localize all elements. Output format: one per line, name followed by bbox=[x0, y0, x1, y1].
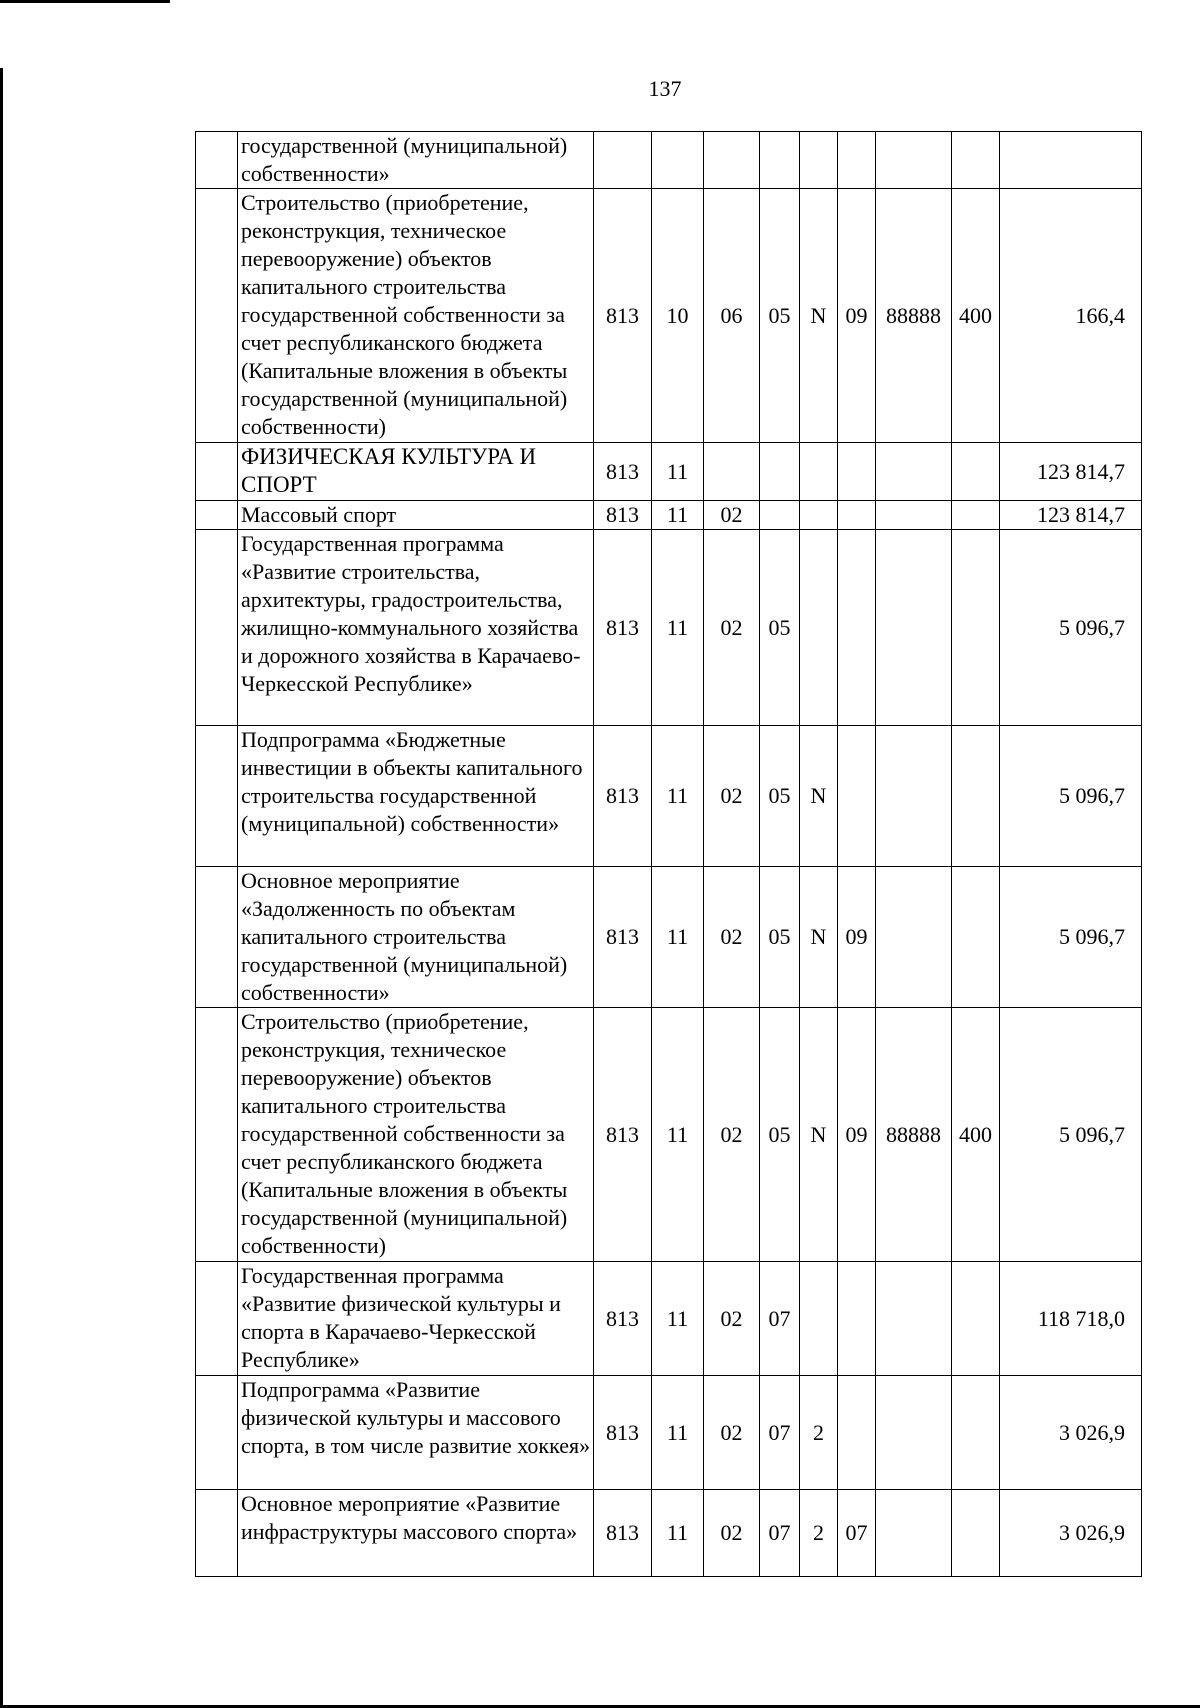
amount: 5 096,7 bbox=[1000, 530, 1142, 726]
pr-code: 02 bbox=[704, 530, 760, 726]
vr-code bbox=[952, 1376, 1000, 1490]
table-row bbox=[196, 726, 1142, 867]
csr-part-4 bbox=[876, 867, 952, 1008]
row-number-cell bbox=[196, 530, 238, 726]
vr-code bbox=[952, 1490, 1000, 1577]
amount: 123 814,7 bbox=[1000, 501, 1142, 530]
csr-part-1 bbox=[760, 501, 800, 530]
csr-part-3: 09 bbox=[838, 1008, 876, 1262]
csr-part-1: 07 bbox=[760, 1262, 800, 1376]
table-row bbox=[196, 443, 1142, 501]
table-row bbox=[196, 867, 1142, 1008]
csr-part-3: 07 bbox=[838, 1490, 876, 1577]
vr-code bbox=[952, 530, 1000, 726]
rz-code bbox=[652, 132, 704, 189]
item-name: Массовый спорт bbox=[238, 501, 594, 530]
amount: 5 096,7 bbox=[1000, 867, 1142, 1008]
row-number-cell bbox=[196, 132, 238, 189]
amount: 3 026,9 bbox=[1000, 1376, 1142, 1490]
row-number-cell bbox=[196, 1008, 238, 1262]
csr-part-4 bbox=[876, 132, 952, 189]
gr-code: 813 bbox=[594, 189, 652, 443]
amount: 5 096,7 bbox=[1000, 1008, 1142, 1262]
vr-code bbox=[952, 726, 1000, 867]
csr-part-3 bbox=[838, 132, 876, 189]
csr-part-4 bbox=[876, 443, 952, 501]
csr-part-4 bbox=[876, 726, 952, 867]
csr-part-4 bbox=[876, 1490, 952, 1577]
item-name: Государственная программа «Развитие физической культуры и спорта в Карачаево-Черкесской Республике» bbox=[238, 1262, 594, 1376]
amount bbox=[1000, 132, 1142, 189]
row-number-cell bbox=[196, 726, 238, 867]
row-number-cell bbox=[196, 189, 238, 443]
csr-part-2 bbox=[800, 443, 838, 501]
vr-code: 400 bbox=[952, 189, 1000, 443]
rz-code: 11 bbox=[652, 1376, 704, 1490]
vr-code bbox=[952, 443, 1000, 501]
gr-code: 813 bbox=[594, 1262, 652, 1376]
csr-part-1: 05 bbox=[760, 530, 800, 726]
csr-part-3 bbox=[838, 530, 876, 726]
pr-code: 02 bbox=[704, 867, 760, 1008]
csr-part-2: 2 bbox=[800, 1490, 838, 1577]
csr-part-2: N bbox=[800, 1008, 838, 1262]
table-row bbox=[196, 1262, 1142, 1376]
gr-code: 813 bbox=[594, 530, 652, 726]
csr-part-1: 05 bbox=[760, 1008, 800, 1262]
rz-code: 11 bbox=[652, 501, 704, 530]
pr-code: 02 bbox=[704, 1490, 760, 1577]
csr-part-4 bbox=[876, 530, 952, 726]
vr-code: 400 bbox=[952, 1008, 1000, 1262]
rz-code: 11 bbox=[652, 726, 704, 867]
csr-part-4: 88888 bbox=[876, 189, 952, 443]
pr-code: 02 bbox=[704, 1376, 760, 1490]
table-row bbox=[196, 132, 1142, 189]
gr-code: 813 bbox=[594, 443, 652, 501]
rz-code: 11 bbox=[652, 443, 704, 501]
csr-part-1: 05 bbox=[760, 189, 800, 443]
rz-code: 11 bbox=[652, 867, 704, 1008]
table-row bbox=[196, 1008, 1142, 1262]
csr-part-4 bbox=[876, 1262, 952, 1376]
item-name: Строительство (приобретение, реконструкция, техническое перевооружение) объектов капитального строительства государственной собственности за счет республиканского бюджета (Капитальные вложения в объекты государственной (муниципальной) собственности) bbox=[238, 189, 594, 443]
rz-code: 10 bbox=[652, 189, 704, 443]
scan-edge-left bbox=[0, 68, 3, 1708]
item-name: Основное мероприятие «Задолженность по объектам капитального строительства государственной (муниципальной) собственности» bbox=[238, 867, 594, 1008]
vr-code bbox=[952, 1262, 1000, 1376]
vr-code bbox=[952, 501, 1000, 530]
csr-part-1: 05 bbox=[760, 867, 800, 1008]
row-number-cell bbox=[196, 1490, 238, 1577]
gr-code: 813 bbox=[594, 1008, 652, 1262]
csr-part-2: 2 bbox=[800, 1376, 838, 1490]
csr-part-1 bbox=[760, 132, 800, 189]
scan-edge-top bbox=[0, 0, 170, 3]
amount: 123 814,7 bbox=[1000, 443, 1142, 501]
csr-part-1: 05 bbox=[760, 726, 800, 867]
csr-part-2 bbox=[800, 132, 838, 189]
csr-part-1 bbox=[760, 443, 800, 501]
pr-code: 02 bbox=[704, 726, 760, 867]
table-row bbox=[196, 501, 1142, 530]
gr-code: 813 bbox=[594, 501, 652, 530]
csr-part-3 bbox=[838, 1262, 876, 1376]
table-row bbox=[196, 1490, 1142, 1577]
row-number-cell bbox=[196, 443, 238, 501]
pr-code: 02 bbox=[704, 501, 760, 530]
csr-part-2: N bbox=[800, 726, 838, 867]
pr-code: 02 bbox=[704, 1008, 760, 1262]
gr-code: 813 bbox=[594, 726, 652, 867]
vr-code bbox=[952, 132, 1000, 189]
csr-part-2 bbox=[800, 530, 838, 726]
csr-part-4 bbox=[876, 1376, 952, 1490]
item-name: Подпрограмма «Бюджетные инвестиции в объекты капитального строительства государственной (муниципальной) собственности» bbox=[238, 726, 594, 867]
csr-part-4: 88888 bbox=[876, 1008, 952, 1262]
csr-part-3: 09 bbox=[838, 189, 876, 443]
gr-code bbox=[594, 132, 652, 189]
pr-code: 06 bbox=[704, 189, 760, 443]
item-name: Основное мероприятие «Развитие инфраструктуры массового спорта» bbox=[238, 1490, 594, 1577]
row-number-cell bbox=[196, 1376, 238, 1490]
amount: 118 718,0 bbox=[1000, 1262, 1142, 1376]
rz-code: 11 bbox=[652, 530, 704, 726]
csr-part-1: 07 bbox=[760, 1490, 800, 1577]
csr-part-2 bbox=[800, 1262, 838, 1376]
csr-part-2: N bbox=[800, 189, 838, 443]
pr-code bbox=[704, 443, 760, 501]
pr-code bbox=[704, 132, 760, 189]
table-row bbox=[196, 1376, 1142, 1490]
gr-code: 813 bbox=[594, 867, 652, 1008]
csr-part-3: 09 bbox=[838, 867, 876, 1008]
rz-code: 11 bbox=[652, 1490, 704, 1577]
amount: 166,4 bbox=[1000, 189, 1142, 443]
gr-code: 813 bbox=[594, 1490, 652, 1577]
rz-code: 11 bbox=[652, 1262, 704, 1376]
csr-part-3 bbox=[838, 443, 876, 501]
csr-part-3 bbox=[838, 726, 876, 867]
vr-code bbox=[952, 867, 1000, 1008]
table-row bbox=[196, 530, 1142, 726]
item-name: Государственная программа «Развитие строительства, архитектуры, градостроительства, жилищно-коммунального хозяйства и дорожного хозяйства в Карачаево-Черкесской Республике» bbox=[238, 530, 594, 726]
item-name: государственной (муниципальной) собственности» bbox=[238, 132, 594, 189]
row-number-cell bbox=[196, 1262, 238, 1376]
item-name: Подпрограмма «Развитие физической культуры и массового спорта, в том числе развитие хоккея» bbox=[238, 1376, 594, 1490]
csr-part-3 bbox=[838, 501, 876, 530]
budget-table bbox=[195, 131, 1142, 1577]
row-number-cell bbox=[196, 867, 238, 1008]
csr-part-4 bbox=[876, 501, 952, 530]
gr-code: 813 bbox=[594, 1376, 652, 1490]
csr-part-2 bbox=[800, 501, 838, 530]
page-number: 137 bbox=[648, 76, 682, 101]
csr-part-2: N bbox=[800, 867, 838, 1008]
item-name: ФИЗИЧЕСКАЯ КУЛЬТУРА И СПОРТ bbox=[238, 443, 594, 501]
item-name: Строительство (приобретение, реконструкция, техническое перевооружение) объектов капитального строительства государственной собственности за счет республиканского бюджета (Капитальные вложения в объекты государственной (муниципальной) собственности) bbox=[238, 1008, 594, 1262]
table-row bbox=[196, 189, 1142, 443]
amount: 3 026,9 bbox=[1000, 1490, 1142, 1577]
rz-code: 11 bbox=[652, 1008, 704, 1262]
row-number-cell bbox=[196, 501, 238, 530]
csr-part-3 bbox=[838, 1376, 876, 1490]
pr-code: 02 bbox=[704, 1262, 760, 1376]
amount: 5 096,7 bbox=[1000, 726, 1142, 867]
csr-part-1: 07 bbox=[760, 1376, 800, 1490]
